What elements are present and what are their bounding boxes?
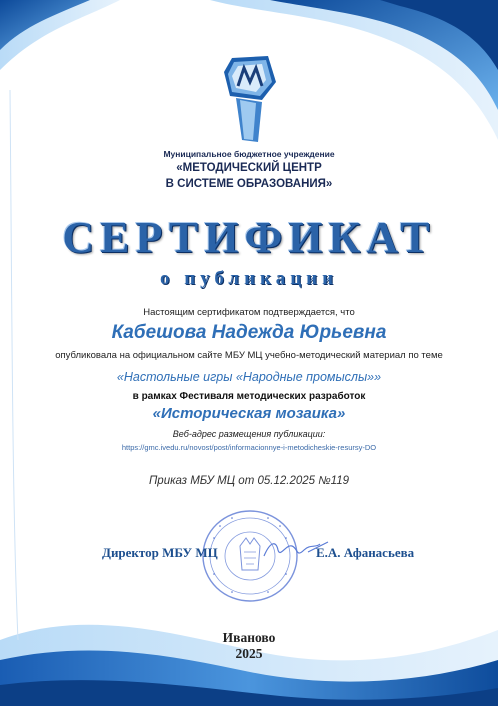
organization-line-2: «МЕТОДИЧЕСКИЙ ЦЕНТР — [176, 162, 322, 174]
year: 2025 — [235, 646, 263, 661]
publication-url[interactable]: https://gmc.ivedu.ru/novost/post/informacionnye-i-metodicheskie-resursy-DO — [121, 443, 377, 452]
organization-line-3: В СИСТЕМЕ ОБРАЗОВАНИЯ» — [165, 178, 333, 190]
organization-line-1: Муниципальное бюджетное учреждение — [163, 149, 335, 159]
url-label: Веб-адрес размещения публикации: — [172, 429, 326, 439]
festival-statement: в рамках Фестиваля методических разработок — [132, 391, 366, 402]
methodical-center-logo — [222, 52, 278, 144]
material-title: «Настольные игры «Народные промыслы»» — [116, 370, 382, 384]
festival-name: «Историческая мозаика» — [152, 405, 346, 422]
certificate-title: СЕРТИФИКАТ — [62, 213, 436, 262]
city: Иваново — [222, 630, 276, 645]
director-name: Е.А. Афанасьева — [316, 545, 415, 560]
publication-statement: опубликовала на официальном сайте МБУ МЦ учебно-методический материал по теме — [55, 350, 443, 361]
confirmation-text: Настоящим сертификатом подтверждается, что — [143, 307, 355, 318]
director-title: Директор МБУ МЦ — [102, 545, 218, 560]
certificate-subtitle: о публикации — [159, 268, 339, 289]
order-reference: Приказ МБУ МЦ от 05.12.2025 №119 — [148, 475, 350, 487]
recipient-name: Кабешова Надежда Юрьевна — [111, 322, 387, 343]
